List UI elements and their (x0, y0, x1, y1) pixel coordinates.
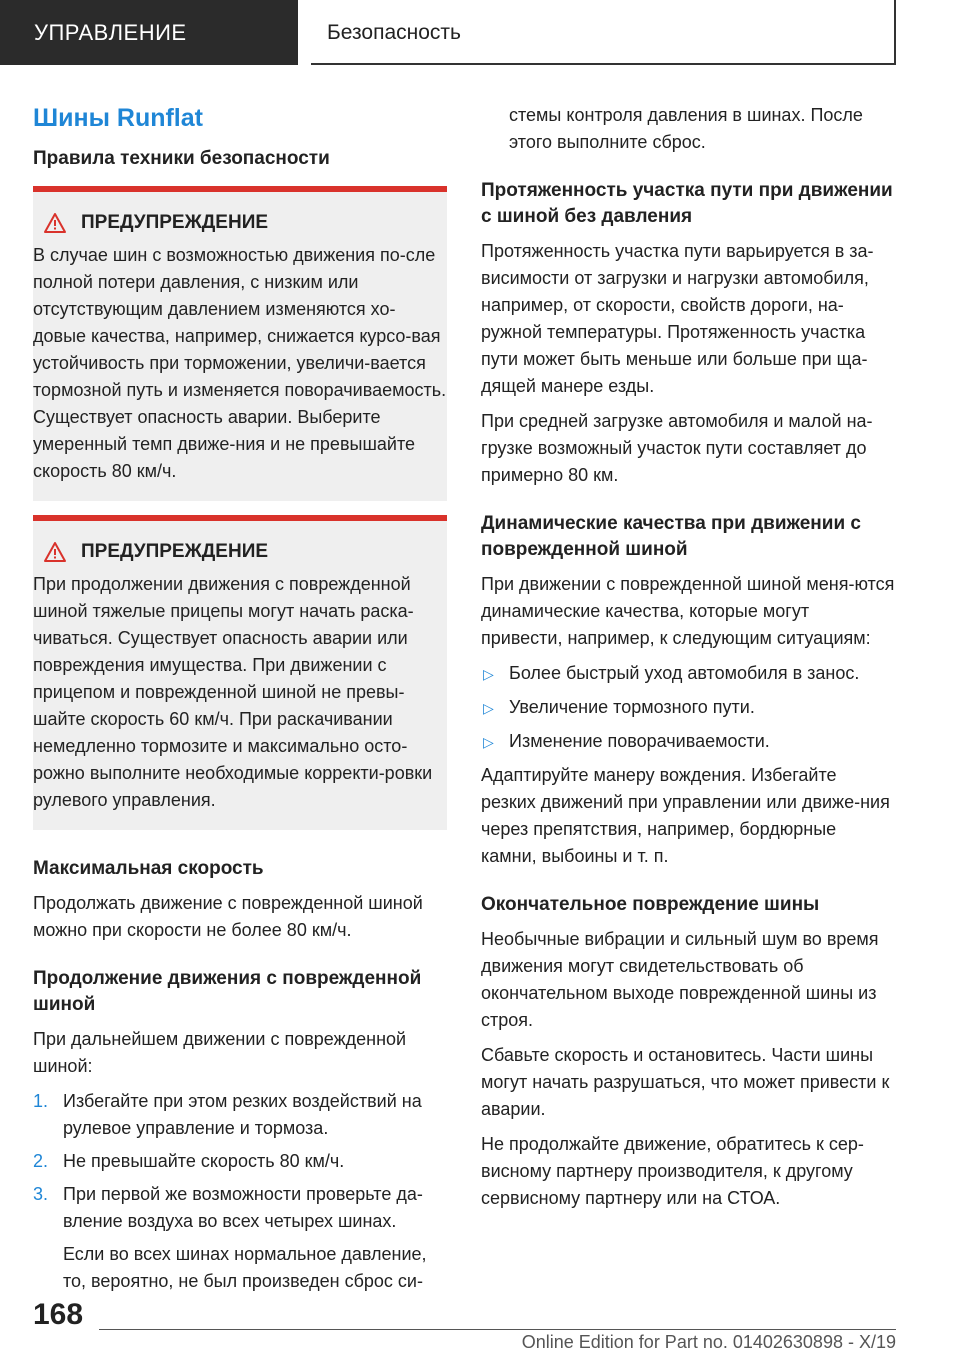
warning-triangle-icon (43, 541, 67, 563)
list-item: ▷ Увеличение тормозного пути. (481, 694, 895, 721)
warning-text-2: При продолжении движения с поврежденной шиной тяжелые прицепы могут начать раска-чиваться. Существует опасность аварии или повреждения имущества. При движении с прицепом и поврежденной шиной не превы-шайте скорость 60 км/ч. При раскачивании немедленно тормозите и максимально осто-рожно выполните необходимые корректи-ровки рулевого управления. (33, 574, 433, 810)
footer-divider (99, 1329, 896, 1330)
dynamics-advice: Адаптируйте манеру вождения. Избегайте резких движений при управлении или движе-ния через препятствия, например, бордюрные камни, выбоины и т. п. (481, 765, 890, 866)
max-speed-text: Продолжать движение с поврежденной шиной можно при скорости не более 80 км/ч. (33, 893, 423, 940)
triangle-bullet-icon: ▷ (483, 734, 494, 750)
triangle-bullet-icon: ▷ (483, 700, 494, 716)
rules-heading: Правила техники безопасности (33, 148, 330, 169)
distance-text-1: Протяженность участка пути варьируется в за-висимости от загрузки и нагрузки автомобиля, например, от скорости, свойств дороги, на-ружной температуры. Протяженность участка пути может быть меньше или больше при ща-дящей манере езды. (481, 241, 874, 396)
edition-text: Online Edition for Part no. 01402630898 - X/19 (521, 1332, 896, 1352)
list-item: 3. При первой же возможности проверьте да-вление воздуха во всех четырех шинах. Если во всех шинах нормальное давление, то, вероятно, не был произведен сброс си- (33, 1184, 427, 1291)
continue-intro: При дальнейшем движении с поврежденной шиной: (33, 1029, 407, 1076)
warning-text-1: В случае шин с возможностью движения по-сле полной потери давления, с низким или отсутствующим давлением изменяются хо-довые качества, например, снижается курсо-вая устойчивость при торможении, увеличи-вается тормозной путь и изменяется поворачиваемость. Существует опасность аварии. Выберите умеренный темп движе-ния и не превышайте скорость 80 км/ч. (33, 245, 447, 481)
warning-title-1: ПРЕДУПРЕЖДЕНИЕ (43, 210, 447, 236)
continue-heading: Продолжение движения с поврежденной шиной (33, 968, 422, 1015)
final-text-3: Не продолжайте движение, обратитесь к сер-висному партнеру производителя, к другому сервисному партнеру или на СТОА. (481, 1134, 864, 1208)
warning-triangle-icon (43, 212, 67, 234)
dynamics-heading: Динамические качества при движении с поврежденной шиной (481, 513, 861, 560)
final-text-1: Необычные вибрации и сильный шум во время движения могут свидетельствовать об окончательном выходе поврежденной шины из строя. (481, 929, 879, 1030)
continued-text: стемы контроля давления в шинах. После этого выполните сброс. (509, 105, 863, 152)
list-item: ▷ Более быстрый уход автомобиля в занос. (481, 660, 895, 687)
section-tab: УПРАВЛЕНИЕ (0, 0, 298, 65)
page-title: Шины Runflat (33, 104, 203, 132)
list-item: 1. Избегайте при этом резких воздействий на рулевое управление и тормоза. (33, 1091, 422, 1138)
right-column (481, 102, 895, 1220)
final-text-2: Сбавьте скорость и остановитесь. Части шины могут начать разрушаться, что может привести к аварии. (481, 1045, 890, 1119)
chapter-title: Безопасность (311, 0, 896, 65)
distance-text-2: При средней загрузке автомобиля и малой на-грузке возможный участок пути составляет до примерно 80 км. (481, 411, 873, 485)
warning-box-1 (33, 186, 447, 501)
warning-title-2: ПРЕДУПРЕЖДЕНИЕ (43, 539, 447, 565)
page-number: 168 (33, 1298, 84, 1331)
max-speed-heading: Максимальная скорость (33, 858, 264, 879)
distance-heading: Протяженность участка пути при движении с шиной без давления (481, 180, 893, 227)
steps-list (33, 1088, 447, 1295)
left-column (33, 102, 447, 1301)
list-item: ▷ Изменение поворачиваемости. (481, 728, 895, 755)
list-item: 2. Не превышайте скорость 80 км/ч. (33, 1151, 345, 1171)
warning-box-2 (33, 515, 447, 830)
final-heading: Окончательное повреждение шины (481, 894, 820, 915)
dynamics-intro: При движении с поврежденной шиной меня-ются динамические качества, которые могут привести, например, к следующим ситуациям: (481, 574, 895, 648)
triangle-bullet-icon: ▷ (483, 666, 494, 682)
dynamics-list (481, 660, 895, 755)
